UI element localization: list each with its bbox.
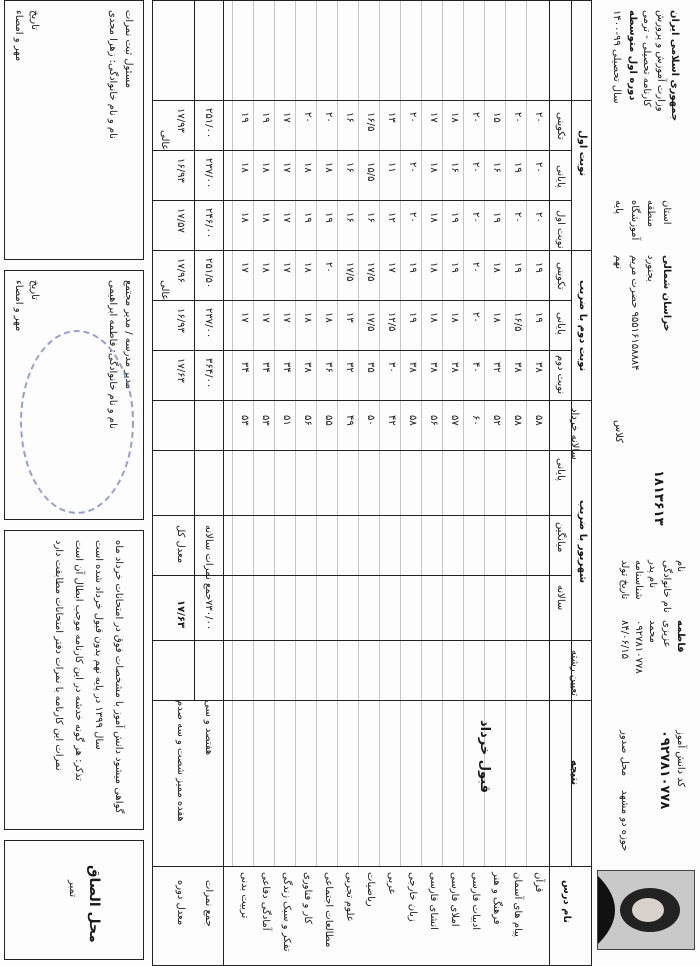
id-label: شناسنامه — [633, 560, 644, 600]
subject-name: املای فارسی — [449, 872, 460, 927]
course-line: دوره اول متوسطه — [627, 10, 638, 101]
gpa-label: معدل کل — [175, 525, 186, 564]
row-rule — [442, 0, 443, 866]
level-t1: عالی — [159, 130, 170, 151]
subject-name: ادبیات فارسی — [470, 872, 481, 931]
grade-cell: ۱۸ — [302, 312, 313, 323]
grade-cell: ۲۰ — [533, 212, 544, 223]
grade-cell: ۱۸ — [449, 312, 460, 323]
col-header-m-final: پایانی — [555, 458, 566, 481]
footer-sign-label-2: مهر و امضاء — [13, 280, 24, 332]
grade-cell: ۵۸ — [407, 415, 418, 426]
gpa-value: ۱۷/۶۳ — [175, 600, 186, 629]
footer-date-label: تاریخ — [29, 10, 40, 30]
grade-cell: ۳۲ — [491, 362, 502, 373]
birthplace-label: محل صدور — [619, 730, 630, 776]
note-line-4: نمرات این کارنامه با نمرات دفتر امتحانات مطابقت دارد — [53, 540, 64, 771]
father-label: نام پدر — [647, 560, 658, 589]
first-name-label: نام — [675, 560, 686, 573]
total-t2-x: ۳۶۴/۰۰ — [203, 358, 214, 389]
region-value: بجنورد — [645, 255, 656, 282]
grade-cell: ۱۸ — [491, 262, 502, 273]
grade-cell: ۱۸ — [239, 212, 250, 223]
grade-cell: ۳۶ — [323, 362, 334, 373]
row-rule — [232, 0, 233, 866]
grade-cell: ۱۷ — [281, 212, 292, 223]
row-rule — [484, 0, 485, 866]
subject-name: تربیت بدنی — [239, 872, 250, 919]
total-t1-dev: ۲۵۱/۰۰ — [203, 108, 214, 139]
first-name-value: فاطمه — [675, 620, 686, 653]
level-t2: عالی — [159, 280, 170, 301]
grade-cell: ۱۳ — [386, 112, 397, 123]
grade-label: پایه — [613, 200, 624, 214]
grade-cell: ۱۵ — [491, 112, 502, 123]
grade-cell: ۶۰ — [470, 415, 481, 426]
subject-name: عربی — [386, 872, 397, 895]
student-code: ۰۹۲۷۸۱۰۷۷۸ — [657, 730, 672, 810]
footer-sign-label: مهر و امضاء — [13, 10, 24, 62]
avg-t2-x: ۱۷/۶۳ — [175, 358, 186, 383]
grade-cell: ۳۴ — [260, 362, 271, 373]
grade-cell: ۱۸ — [449, 112, 460, 123]
student-code-label: کد دانش آموز — [675, 730, 686, 788]
grade-cell: ۱۷ — [281, 312, 292, 323]
grade-cell: ۵۷ — [449, 415, 460, 426]
grade-cell: ۳۵ — [365, 362, 376, 373]
grade-cell: ۵۶ — [302, 415, 313, 426]
grade-cell: ۱۱ — [386, 162, 397, 173]
avg-t1-x: ۱۷/۵۷ — [175, 208, 186, 233]
school-stamp — [20, 330, 134, 514]
avg-t1-final: ۱۶/۹۳ — [175, 158, 186, 183]
grade-cell: ۲۰ — [470, 212, 481, 223]
grade-cell: ۵۵ — [323, 415, 334, 426]
col-header-t2-dev: تکوینی — [555, 262, 566, 290]
subject-name: آمادگی دفاعی — [260, 872, 271, 931]
grade-cell: ۴۹ — [344, 415, 355, 426]
grade-cell: ۱۶ — [344, 162, 355, 173]
total-t1-final: ۲۳۷/۰۰ — [203, 158, 214, 189]
col-header-t2-final: پایانی — [555, 312, 566, 335]
grade-cell: ۲۰ — [470, 312, 481, 323]
grade-cell: ۲۰ — [470, 262, 481, 273]
grade-cell: ۱۶ — [365, 212, 376, 223]
grade-cell: ۱۸ — [302, 162, 313, 173]
grade-cell: ۵۲ — [491, 415, 502, 426]
grade-cell: ۲۰ — [323, 262, 334, 273]
grade-cell: ۱۹ — [533, 312, 544, 323]
seal-box — [4, 840, 144, 960]
subject-name: انشای فارسی — [428, 872, 439, 930]
grade-cell: ۱۸ — [302, 262, 313, 273]
grade-cell: ۵۰ — [365, 415, 376, 426]
note-line-3: تذکر: هر گونه خدشه در این کارنامه موجب ابطال آن است — [73, 540, 84, 781]
col-header-month: شهریور با ضریب — [577, 500, 588, 584]
row-rule — [526, 0, 527, 866]
grade-cell: ۱۸ — [239, 162, 250, 173]
subject-name: مطالعات اجتماعی — [323, 872, 334, 948]
province-label: استان — [661, 200, 672, 225]
grade-cell: ۱۷ — [281, 262, 292, 273]
grade-cell: ۱۶ — [449, 162, 460, 173]
grade-cell: ۱۸ — [428, 312, 439, 323]
grade-cell: ۵۱ — [281, 415, 292, 426]
grade-cell: ۳۸ — [302, 362, 313, 373]
grade-cell: ۱۶ — [344, 212, 355, 223]
subject-name: تفکر و سبک زندگی — [281, 872, 292, 952]
grade-cell: ۱۶ — [344, 112, 355, 123]
grade-cell: ۱۵/۵ — [365, 162, 376, 182]
grade-cell: ۱۸ — [260, 212, 271, 223]
grade-cell: ۴۲ — [386, 415, 397, 426]
total-label: جمع نمرات — [203, 880, 214, 927]
grade-cell: ۱۲/۵ — [386, 312, 397, 332]
footer-officer-name: نام و نام خانوادگی: زهرا مجدی — [107, 10, 118, 139]
row-rule — [400, 0, 401, 866]
grade-cell: ۳۸ — [512, 362, 523, 373]
row-rule — [505, 0, 506, 866]
grade-cell: ۱۹ — [302, 212, 313, 223]
grade-cell: ۱۷ — [239, 312, 250, 323]
grade-cell: ۲۰ — [470, 112, 481, 123]
grade-cell: ۱۷ — [281, 162, 292, 173]
grade-cell: ۲۰ — [533, 112, 544, 123]
last-name-value: عزیزی — [661, 620, 672, 648]
student-photo — [597, 870, 695, 950]
grade-cell: ۱۷ — [386, 262, 397, 273]
footer-principal-name: نام و نام خانوادگی: فاطمه ابراهیمی — [107, 280, 118, 429]
grade-cell: ۳۲ — [344, 362, 355, 373]
grade-cell: ۱۸ — [428, 162, 439, 173]
grade-cell: ۳۰ — [386, 362, 397, 373]
subject-name: زبان خارجی — [407, 872, 418, 922]
grade-cell: ۲۰ — [407, 112, 418, 123]
birth-value: ۸۴/۰۶/۱۵ — [619, 620, 630, 659]
footer-principal: مدیر مدرسه / مدیر مجتمع — [123, 280, 134, 390]
subject-name: فرهنگ و هنر — [491, 872, 502, 925]
year-line: سال تحصیلی ۹۹-۱۴۰۰ — [611, 10, 622, 104]
col-header-m-avg: میانگین — [555, 522, 566, 553]
row-rule — [358, 0, 359, 866]
grade-cell: ۱۷ — [281, 112, 292, 123]
ministry-line: وزارت آموزش و پرورش — [655, 10, 666, 112]
note-line-1: گواهی میشود دانش آموز با مشخصات فوق در امتحانات خرداد ماه — [113, 540, 124, 814]
col-header-t1-final: پایانی — [555, 165, 566, 188]
grade-cell: ۴۰ — [470, 362, 481, 373]
school-label: آموزشگاه — [629, 200, 640, 241]
grade-cell: ۳۸ — [533, 362, 544, 373]
grade-cell: ۱۹ — [449, 212, 460, 223]
row-rule — [463, 0, 464, 866]
footer-grades-officer: مسئول ثبت نمرات — [123, 10, 134, 88]
grade-cell: ۵۶ — [428, 415, 439, 426]
grade-cell: ۵۸ — [533, 415, 544, 426]
seal-sub-label: تمبر — [67, 880, 78, 898]
grade-cell: ۱۹ — [491, 212, 502, 223]
birthplace-value: حوزه دو مشهد — [619, 790, 630, 852]
col-header-subject: نام درس — [561, 880, 572, 924]
office-line: کارنامه تحصیلی - ترمی — [641, 10, 652, 107]
grade-cell: ۱۹ — [323, 212, 334, 223]
total-words: هفتصد و سی — [203, 700, 214, 756]
record-number: ۱۸۱۳۶۱۳ — [651, 470, 666, 526]
grade-cell: ۱۹ — [260, 112, 271, 123]
row-rule — [337, 0, 338, 866]
grade-cell: ۱۸ — [323, 162, 334, 173]
subject-name: ریاضیات — [365, 872, 376, 907]
note-line-2: سال ۱۳۹۹ در پایه نهم بدون قبول خرداد شده است — [93, 540, 104, 750]
class-label: کلاس — [613, 420, 624, 443]
grade-cell: ۱۸ — [428, 262, 439, 273]
total-sum-label: جمع نمرات سالانه — [203, 525, 214, 601]
result-status: قبول خرداد — [477, 720, 492, 794]
row-rule — [253, 0, 254, 866]
total-sum: ۷۳۰/۰۰ — [203, 600, 214, 631]
grade-cell: ۱۹ — [449, 262, 460, 273]
province-value: خراسان شمالی — [661, 255, 672, 332]
grade-cell: ۱۸ — [428, 212, 439, 223]
total-t1-x: ۲۴۶/۰۰ — [203, 208, 214, 239]
avg-t2-dev: ۱۷/۹۶ — [175, 258, 186, 283]
grade-cell: ۵۳ — [260, 415, 271, 426]
grade-cell: ۵۸ — [512, 415, 523, 426]
last-name-label: نام خانوادگی — [661, 560, 672, 613]
row-rule — [274, 0, 275, 866]
avg-t2-final: ۱۶/۹۳ — [175, 308, 186, 333]
grade-cell: ۳۸ — [407, 362, 418, 373]
total-t2-dev: ۲۵۱/۵۰ — [203, 258, 214, 289]
grade-cell: ۱۷ — [239, 262, 250, 273]
row-rule — [379, 0, 380, 866]
birth-label: تاریخ تولد — [619, 560, 630, 600]
grade-cell: ۲۰ — [533, 162, 544, 173]
col-header-t1-x: نوبت اول — [555, 210, 566, 249]
footer-date-label-2: تاریخ — [29, 280, 40, 300]
gpa-words: هفده ممیز شصت و سه صدم — [175, 700, 186, 822]
grade-cell: ۱۷/۵ — [344, 262, 355, 282]
grade-cell: ۱۶ — [491, 162, 502, 173]
avg-label: معدل دوره — [175, 880, 186, 926]
school-value: ۹۵۵۱۶۱۵۸۸۸۴ حضرت مریم — [629, 255, 640, 371]
row-rule — [421, 0, 422, 866]
col-header-term2: نوبت دوم با ضریب — [577, 280, 588, 372]
avg-t1-dev: ۱۷/۹۳ — [175, 108, 186, 133]
grade-cell: ۱۷ — [428, 112, 439, 123]
grade-cell: ۱۸ — [323, 312, 334, 323]
col-header-result: نتیجه — [569, 760, 580, 786]
total-t2-final: ۲۳۷/۰۰ — [203, 308, 214, 339]
grade-cell: ۱۳ — [344, 312, 355, 323]
grade-cell: ۱۸ — [260, 262, 271, 273]
grade-cell: ۱۷/۵ — [365, 262, 376, 282]
grade-cell: ۲۰ — [407, 212, 418, 223]
grade-cell: ۱۶/۵ — [512, 312, 523, 332]
col-header-m-annual: سالانه — [555, 585, 566, 611]
grade-cell: ۲۰ — [512, 212, 523, 223]
region-label: منطقه — [645, 200, 656, 227]
grade-cell: ۱۷ — [260, 312, 271, 323]
grade-cell: ۱۹ — [533, 262, 544, 273]
col-header-t2-x: نوبت دوم — [555, 355, 566, 395]
grade-cell: ۲۰ — [512, 112, 523, 123]
grade-cell: ۳۴ — [239, 362, 250, 373]
grade-cell: ۱۶/۵ — [365, 112, 376, 132]
seal-place-label: محل الصاق — [86, 865, 102, 943]
subject-name: قرآن — [533, 872, 544, 893]
col-header-t1-dev: تکوینی — [555, 112, 566, 140]
row-rule — [316, 0, 317, 866]
grade-cell: ۳۸ — [449, 362, 460, 373]
father-value: محمد — [647, 620, 658, 643]
republic-line: جمهوری اسلامی ایران — [669, 10, 680, 122]
grade-cell: ۲۰ — [407, 162, 418, 173]
id-value: ۰۹۲۷۸۱۰۷۷۸ — [633, 620, 644, 674]
col-header-annual: سالانه خرداد — [569, 408, 580, 460]
subject-name: کار و فناوری — [302, 872, 313, 925]
grade-cell: ۱۸ — [491, 312, 502, 323]
grade-value: نهم — [613, 255, 624, 270]
grade-cell: ۱۷/۵ — [365, 312, 376, 332]
grade-cell: ۳۴ — [281, 362, 292, 373]
grade-cell: ۵۳ — [239, 415, 250, 426]
grade-cell: ۱۹ — [407, 312, 418, 323]
subject-name: پیام های آسمان — [512, 872, 523, 937]
grade-cell: ۱۹ — [239, 112, 250, 123]
col-header-term1: نوبت اول — [577, 130, 588, 177]
grade-cell: ۱۹ — [512, 262, 523, 273]
col-header-assign: تعیین رشته — [569, 650, 580, 697]
row-rule — [295, 0, 296, 866]
grade-cell: ۲۰ — [470, 162, 481, 173]
grade-cell: ۱۹ — [407, 262, 418, 273]
grade-cell: ۱۸ — [260, 162, 271, 173]
grade-cell: ۲۰ — [302, 112, 313, 123]
grade-cell: ۲۰ — [323, 112, 334, 123]
subject-name: علوم تجربی — [344, 872, 355, 922]
grade-cell: ۳۸ — [428, 362, 439, 373]
grade-cell: ۱۲ — [386, 212, 397, 223]
grade-cell: ۱۹ — [512, 162, 523, 173]
